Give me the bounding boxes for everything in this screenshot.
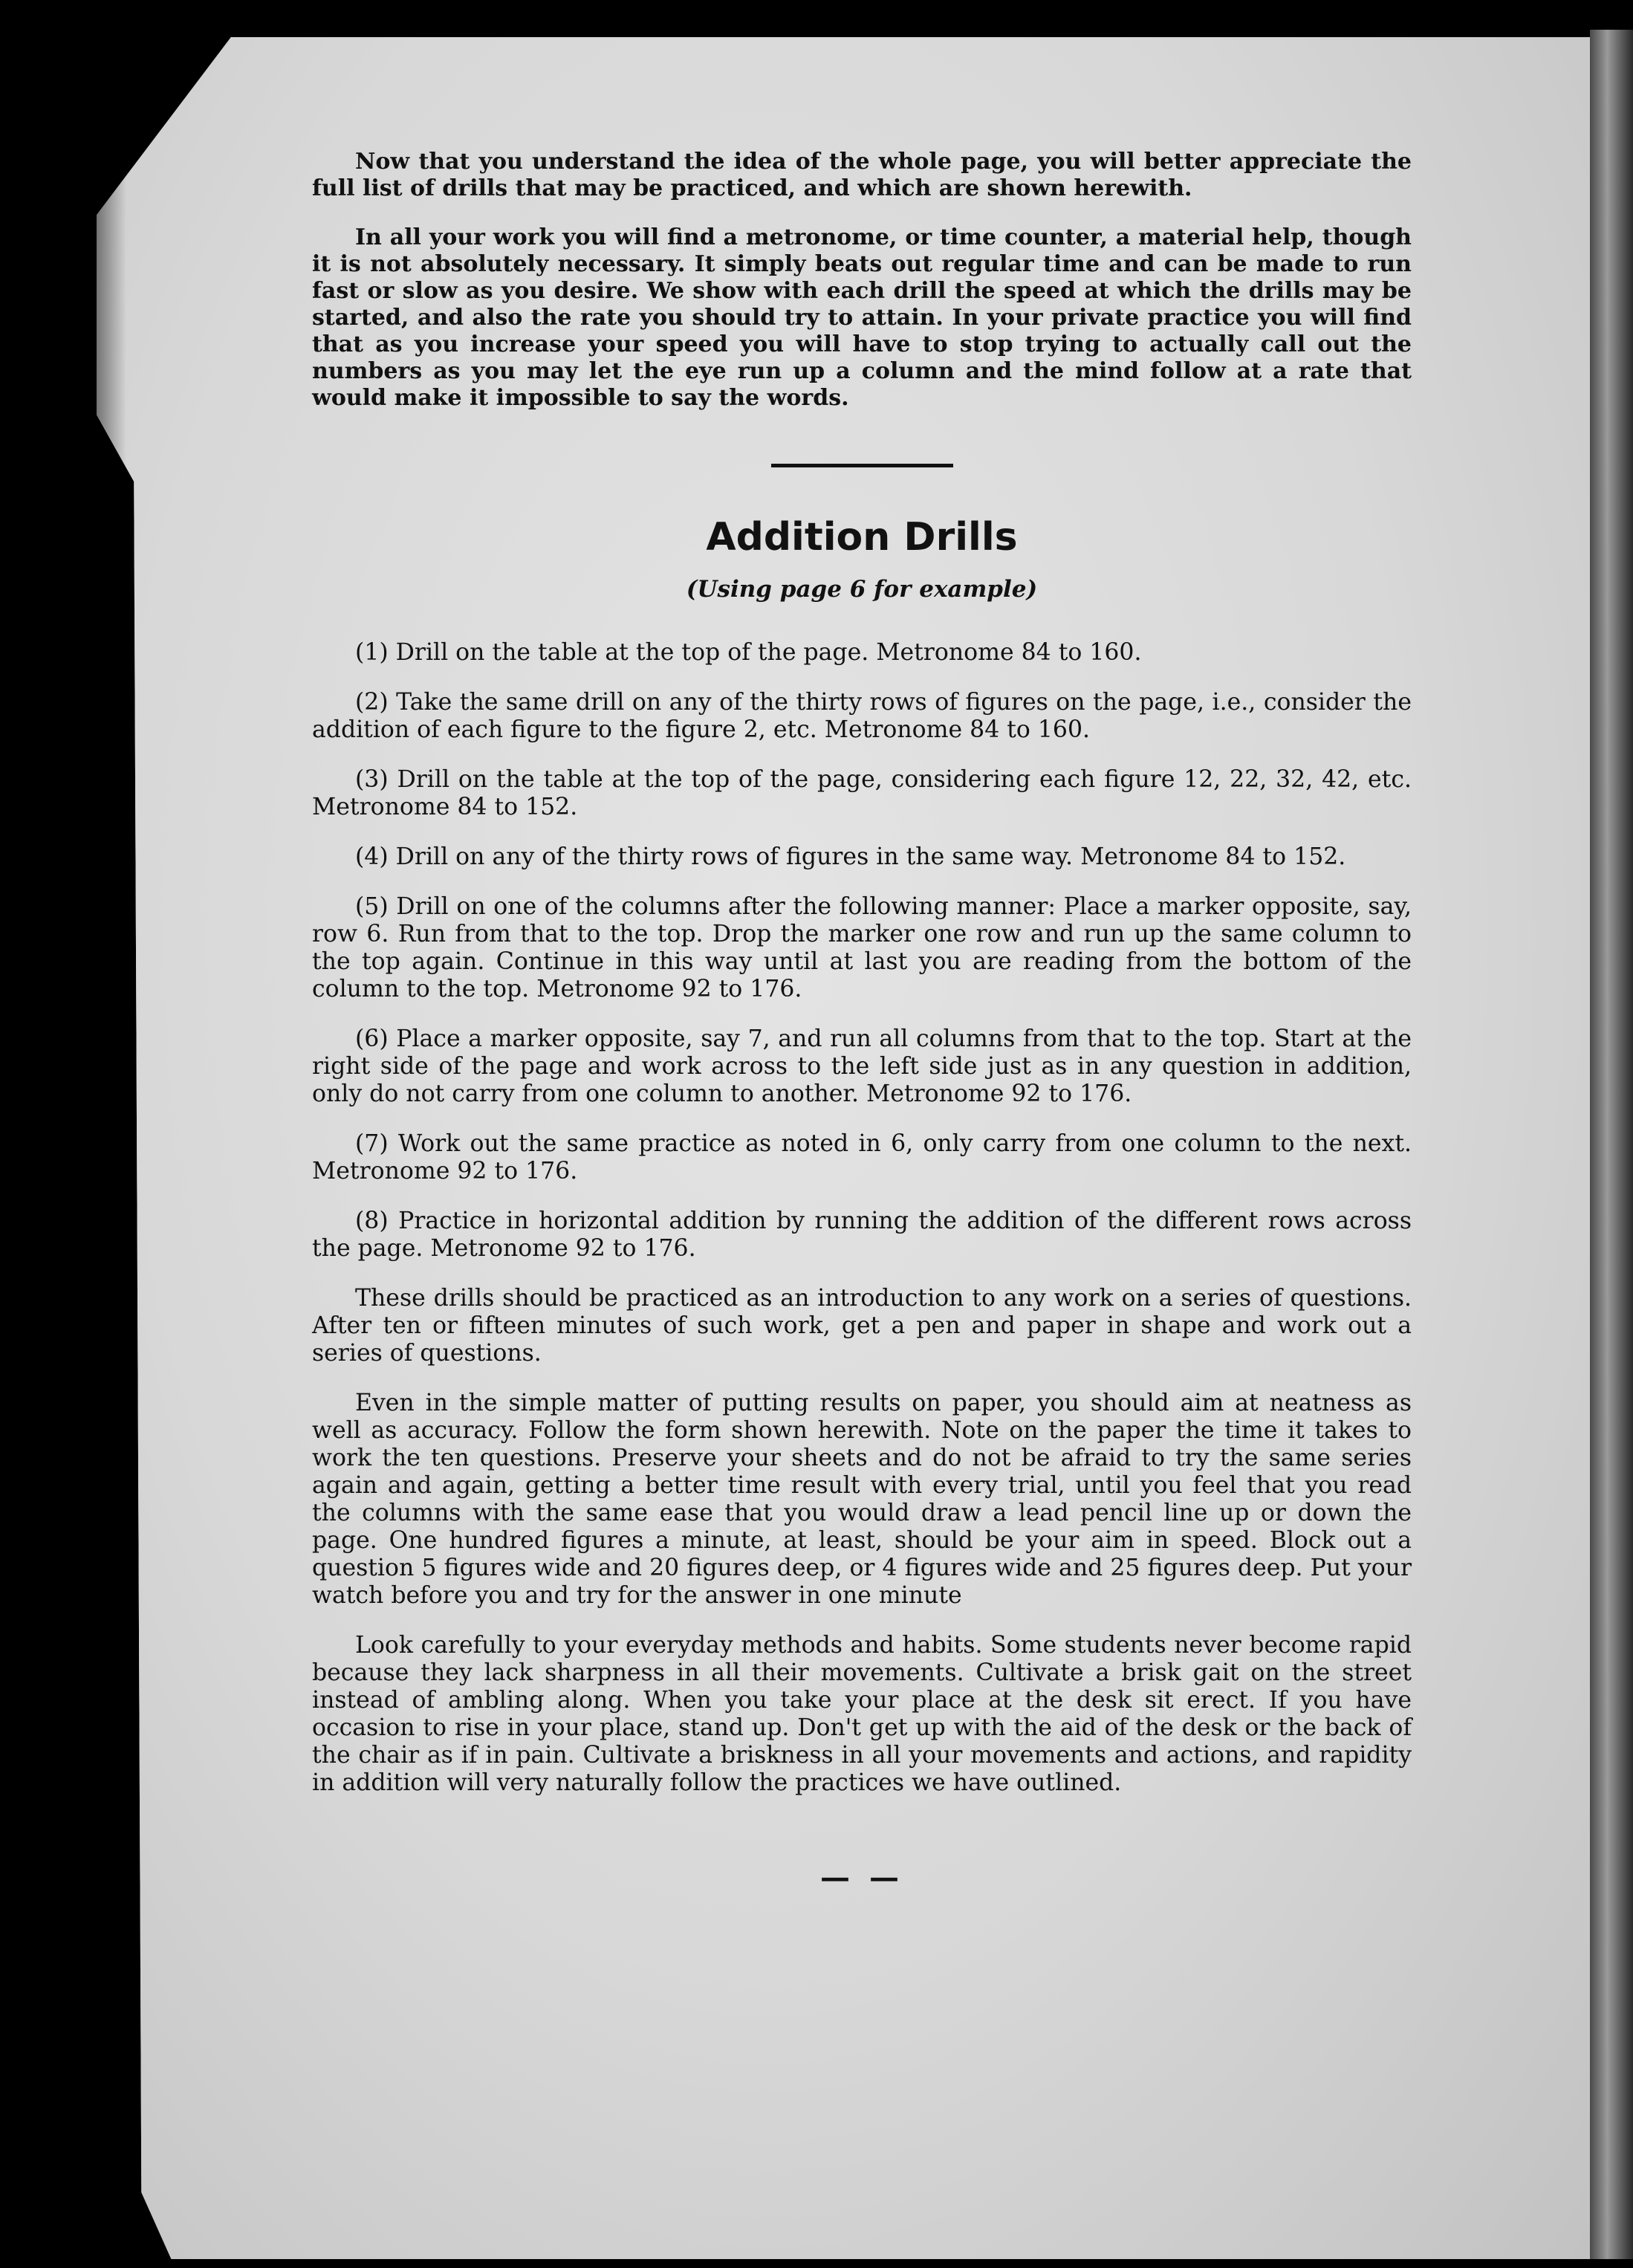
drill-list (312, 639, 1412, 1263)
drill-item-4: (4) Drill on any of the thirty rows of figures in the same way. Metronome 84 to 152. (355, 843, 1346, 870)
drill-item-5: (5) Drill on one of the columns after the following manner: Place a marker opposite, say, row 6. Run from that to the top. Drop the marker one row and run up the same column to the top again. Continue in this way until at last you are reading from the bottom of the column to the top. Metronome 92 to 176. (312, 893, 1412, 1002)
page-content (312, 149, 1412, 1895)
page-edge (1590, 30, 1633, 2259)
drill-item-3: (3) Drill on the table at the top of the page, considering each figure 12, 22, 32, 42, etc. Metronome 84 to 152. (312, 766, 1412, 820)
drill-item-1: (1) Drill on the table at the top of the page. Metronome 84 to 160. (355, 639, 1142, 666)
section-heading: Addition Drills (706, 515, 1018, 560)
closing-paragraph-2: Even in the simple matter of putting results on paper, you should aim at neatness as well as accuracy. Follow the form shown herewith. Note on the paper the time it takes to work the ten questions. Preserve your sheets and do not be afraid to try the same series again and again, getting a better time result with every trial, until you feel that you read the columns with the same ease that you would draw a lead pencil line up or down the page. One hundred figures a minute, at least, should be your aim in speed. Block out a question 5 figures wide and 20 figures deep, or 4 figures wide and 25 figures deep. Put your watch before you and try for the answer in one minute (312, 1390, 1412, 1609)
closing-paragraph-1: These drills should be practiced as an introduction to any work on a series of questions. After ten or fifteen minutes of such work, get a pen and paper in shape and work out a series of questions. (312, 1285, 1412, 1367)
intro-paragraph-2: In all your work you will find a metronome, or time counter, a material help, though it is not absolutely necessary. It simply beats out regular time and can be made to run fast or slow as you desire. We show with each drill the speed at which the drills may be started, and also the rate you should try to attain. In your private practice you will find that as you increase your speed you will have to stop trying to actually call out the numbers as you may let the eye run up a column and the mind follow at a rate that would make it impossible to say the words. (312, 224, 1412, 411)
intro-paragraph-1: Now that you understand the idea of the whole page, you will better appreciate the full list of drills that may be practiced, and which are shown herewith. (312, 149, 1412, 201)
end-mark: — — (820, 1860, 903, 1895)
closing-paragraph-3: Look carefully to your everyday methods and habits. Some students never become rapid because they lack sharpness in all their movements. Cultivate a brisk gait on the street instead of ambling along. When you take your place at the desk sit erect. If you have occasion to rise in your place, stand up. Don't get up with the aid of the desk or the back of the chair as if in pain. Cultivate a briskness in all your movements and actions, and rapidity in addition will very naturally follow the practices we have outlined. (312, 1632, 1412, 1796)
closing-section (312, 1285, 1412, 1797)
section-subheading: (Using page 6 for example) (686, 576, 1038, 603)
drill-item-2: (2) Take the same drill on any of the thirty rows of figures on the page, i.e., consider the addition of each figure to the figure 2, etc. Metronome 84 to 160. (312, 689, 1412, 743)
drill-item-6: (6) Place a marker opposite, say 7, and run all columns from that to the top. Start at the right side of the page and work across to the left side just as in any question in addition, only do not carry from one column to another. Metronome 92 to 176. (312, 1026, 1412, 1107)
intro-section (312, 149, 1412, 412)
drill-item-7: (7) Work out the same practice as noted in 6, only carry from one column to the next. Metronome 92 to 176. (312, 1130, 1412, 1185)
drill-item-8: (8) Practice in horizontal addition by running the addition of the different rows across the page. Metronome 92 to 176. (312, 1208, 1412, 1262)
section-divider (771, 464, 953, 467)
